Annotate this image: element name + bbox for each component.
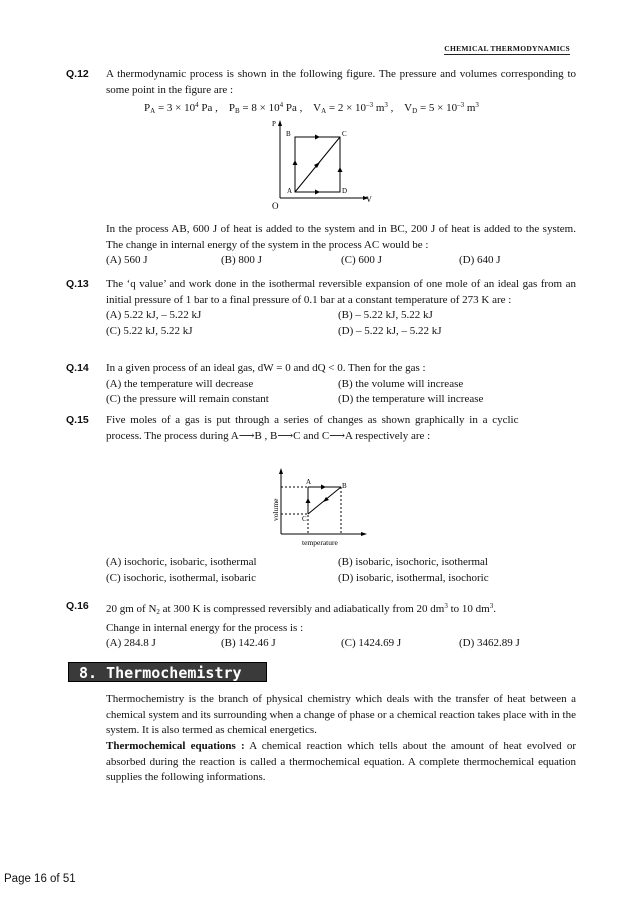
options: [106, 308, 576, 339]
question-number: Q.14: [66, 362, 89, 374]
origin-label: O: [272, 201, 279, 211]
option-b[interactable]: (B) isobaric, isochoric, isothermal: [338, 556, 488, 568]
paragraph-intro: Thermochemistry is the branch of physical chemistry which deals with the transfer of heat between a chemical system and its surrounding when a change of phase or a chemical reaction takes place with in the system. It is also termed as chemical energetics.: [106, 693, 576, 736]
question-13: [66, 277, 576, 339]
question-text-2: In the process AB, 600 J of heat is added to the system and in BC, 200 J of heat is added to the system. The change in internal energy of the system in the process AC would be :: [106, 223, 576, 251]
option-d[interactable]: (D) the temperature will increase: [338, 393, 484, 405]
term-heading: Thermochemical equations :: [106, 740, 245, 752]
question-15: [66, 413, 576, 444]
question-text-part-2: to 10 dm: [450, 603, 490, 615]
question-text: Five moles of a gas is put through a series of changes as shown graphically in a cyclic: [106, 414, 519, 426]
question-number: Q.16: [66, 600, 89, 612]
options: [106, 555, 576, 586]
arrow-ab-2: [321, 485, 326, 490]
v-label: V: [366, 195, 372, 204]
question-text-2: process. The process during A⟶B , B⟶C and C⟶A respectively are :: [106, 429, 431, 442]
pv-diagram: [262, 116, 382, 212]
point-c: C: [342, 130, 347, 138]
question-14: [66, 361, 576, 408]
option-b[interactable]: (B) – 5.22 kJ, 5.22 kJ: [338, 309, 433, 321]
option-c[interactable]: (C) isochoric, isothermal, isobaric: [106, 571, 256, 584]
options: [106, 377, 576, 408]
point-a: A: [287, 187, 293, 195]
option-a[interactable]: (A) the temperature will decrease: [106, 377, 254, 390]
question-number: Q.13: [66, 278, 89, 290]
question-text-part: at 300 K is compressed reversibly and adiabatically from 20 dm: [162, 603, 445, 615]
question-number: Q.15: [66, 414, 89, 426]
option-d[interactable]: (D) isobaric, isothermal, isochoric: [338, 571, 489, 584]
paragraph-equations: [106, 739, 576, 786]
volume-axis-arrow: [279, 468, 283, 474]
option-a[interactable]: (A) 284.8 J: [106, 637, 156, 649]
point-d: D: [342, 187, 348, 195]
arrow-ca: [306, 498, 311, 503]
option-b[interactable]: (B) 800 J: [221, 254, 262, 266]
options: [106, 253, 576, 269]
option-d[interactable]: (D) – 5.22 kJ, – 5.22 kJ: [338, 324, 442, 337]
question-12: [66, 67, 576, 120]
arrow-dc: [338, 167, 343, 172]
question-text: 20 gm of $N_2$ at 300 K is compressed reversibly and adiabatically from 20 $dm^3$ to 10 $dm^3$.: [106, 602, 496, 616]
option-c[interactable]: (C) 5.22 kJ, 5.22 kJ: [106, 324, 193, 337]
p-axis-arrow: [278, 120, 282, 126]
y-axis-label: volume: [271, 498, 280, 521]
question-16: [66, 599, 576, 652]
page-header: CHEMICAL THERMODYNAMICS: [444, 44, 570, 53]
option-a[interactable]: (A) 560 J: [106, 254, 148, 266]
option-a[interactable]: (A) 5.22 kJ, – 5.22 kJ: [106, 309, 202, 321]
paragraph-body: A chemical reaction which tells about the amount of heat evolved or absorbed during the reaction is called a thermochemical equation. A complete thermochemical equation supplies the following informations.: [106, 740, 577, 783]
question-text: In a given process of an ideal gas, dW = 0 and dQ < 0. Then for the gas :: [106, 362, 426, 374]
option-c[interactable]: (C) 600 J: [341, 254, 382, 266]
x-axis-label: temperature: [302, 538, 338, 547]
question-12-part2: [66, 222, 576, 269]
given-values: $P_A = 3 \times 10^4$ Pa , $P_B = 8 \times 10^4$ Pa , $V_A = 2 \times 10^{-3}$ $m^3$ , $V_D = 5 \times 10^{-3}$ $m^3$: [144, 101, 479, 115]
point-b: B: [342, 482, 347, 490]
option-d[interactable]: (D) 640 J: [459, 254, 501, 266]
option-c[interactable]: (C) the pressure will remain constant: [106, 393, 269, 405]
option-c[interactable]: (C) 1424.69 J: [341, 637, 402, 649]
question-number: Q.12: [66, 68, 89, 80]
arrow-ad: [315, 190, 320, 195]
volume-temperature-diagram: [268, 466, 368, 550]
options: [106, 636, 576, 652]
point-a: A: [306, 478, 312, 486]
question-text-2: Change in internal energy for the process is :: [106, 621, 304, 634]
section-heading: 8. Thermochemistry: [68, 662, 267, 682]
option-b[interactable]: (B) the volume will increase: [338, 377, 464, 390]
point-b: B: [286, 130, 291, 138]
arrow-bc: [315, 135, 320, 140]
question-15-options: [66, 555, 576, 586]
question-text: The ‘q value’ and work done in the isothermal reversible expansion of one mole of an ideal gas from an initial pressure of 1 bar to a final pressure of 0.1 bar at a constant temperature of 273 K are :: [106, 278, 576, 306]
temperature-axis-arrow: [361, 532, 367, 536]
question-text: A thermodynamic process is shown in the following figure. The pressure and volumes corresponding to some point in the figure are :: [106, 68, 576, 96]
option-b[interactable]: (B) 142.46 J: [221, 637, 276, 649]
point-c: C: [302, 515, 307, 523]
option-a[interactable]: (A) isochoric, isobaric, isothermal: [106, 556, 257, 568]
arrow-ab: [293, 160, 298, 165]
p-label: P: [272, 120, 276, 128]
page-number: Page 16 of 51: [4, 873, 76, 885]
option-d[interactable]: (D) 3462.89 J: [459, 637, 520, 649]
